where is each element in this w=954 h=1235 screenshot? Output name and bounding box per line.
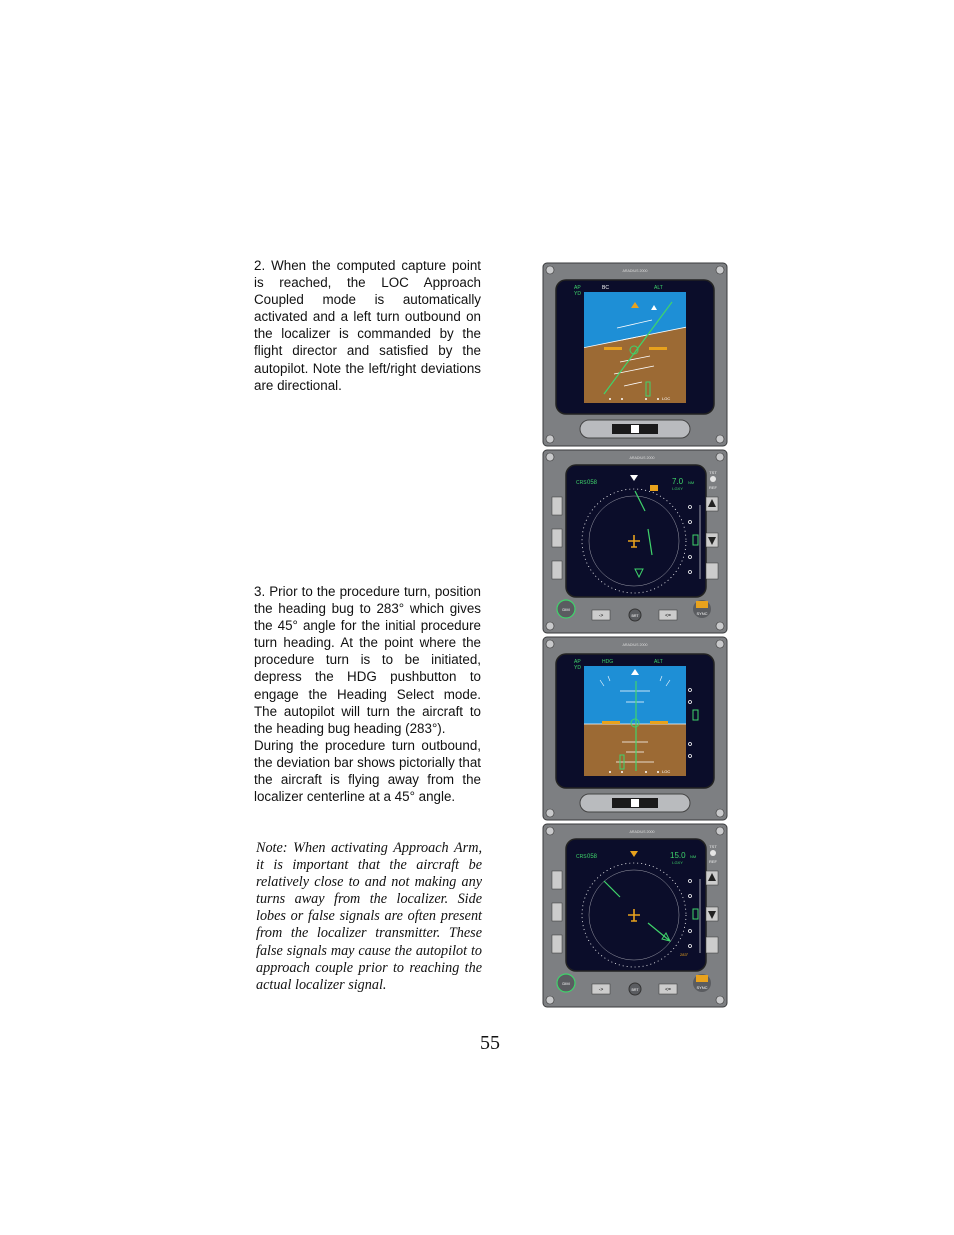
svg-text:HDG: HDG [602,659,614,665]
svg-text:LOC: LOC [662,769,671,774]
svg-text:BC: BC [602,285,609,291]
svg-text:LOC: LOC [662,396,671,401]
svg-text:BRT: BRT [631,988,639,992]
svg-text:I-GXY: I-GXY [672,860,683,865]
svg-text:AP: AP [574,659,581,665]
svg-text:BRT: BRT [631,614,639,618]
svg-text:SYNC: SYNC [696,611,708,616]
svg-text:NM: NM [688,480,695,485]
svg-text:<=: <= [665,987,671,993]
paragraph-step-3: 3. Prior to the procedure turn, position the heading bug to 283° which gives the 45° angle for the initial procedure turn heading. At the point where the procedure turn is to be initiated, depress the HDG pushbutton to engage the Heading Select mode. The autopilot will turn the aircraft to the heading bug heading (283°). [254,584,481,736]
svg-text:REF: REF [709,485,717,490]
svg-text:REF: REF [709,859,717,864]
svg-text:->: -> [598,987,604,993]
svg-text:058: 058 [587,480,598,486]
svg-text:15.0: 15.0 [670,851,686,860]
svg-text:TST: TST [709,844,717,849]
svg-text:ALT: ALT [654,285,663,291]
adi-instrument-2 [542,636,728,821]
svg-text:YD: YD [574,291,581,297]
svg-text:ARADIUS 2000: ARADIUS 2000 [622,269,648,273]
svg-text:AP: AP [574,285,581,291]
svg-text:ALT: ALT [654,659,663,665]
paragraph-step-2: 2. When the computed capture point is reached, the LOC Approach Coupled mode is automatically activated and a left turn outbound on the localizer is commanded by the flight director and satisfied by the autopilot. Note the left/right deviations are directional. [254,258,481,393]
svg-text:ARADIUS 2000: ARADIUS 2000 [622,643,648,647]
svg-text:->: -> [598,613,604,619]
svg-text:283°: 283° [680,952,689,957]
svg-text:058: 058 [587,854,598,860]
hsi-instrument-2 [542,823,728,1008]
svg-text:<=: <= [665,613,671,619]
svg-text:CRS: CRS [576,480,587,486]
svg-text:CRS: CRS [576,854,587,860]
svg-text:DIM: DIM [562,607,570,612]
svg-text:ARADIUS 2000: ARADIUS 2000 [629,830,655,834]
svg-text:7.0: 7.0 [672,477,684,486]
svg-text:TST: TST [709,470,717,475]
svg-text:ARADIUS 2000: ARADIUS 2000 [629,456,655,460]
svg-text:I-GXY: I-GXY [672,486,683,491]
note-paragraph: Note: When activating Approach Arm, it is important that the aircraft be relatively close to and not making any turns away from the localizer. Side lobes or false signals are often present from the localizer transmitter. These false signals may cause the autopilot to approach couple prior to reaching the actual localizer signal. [256,840,482,993]
paragraph-step-3-continued: During the procedure turn outbound, the deviation bar shows pictorially that the aircraft is flying away from the localizer centerline at a 45° angle. [254,738,481,805]
svg-text:NM: NM [690,854,697,859]
svg-text:SYNC: SYNC [696,985,708,990]
adi-instrument-1 [542,262,728,447]
svg-text:DIM: DIM [562,981,570,986]
hsi-instrument-1 [542,449,728,634]
svg-text:YD: YD [574,665,581,671]
page-number: 55 [480,1032,500,1054]
